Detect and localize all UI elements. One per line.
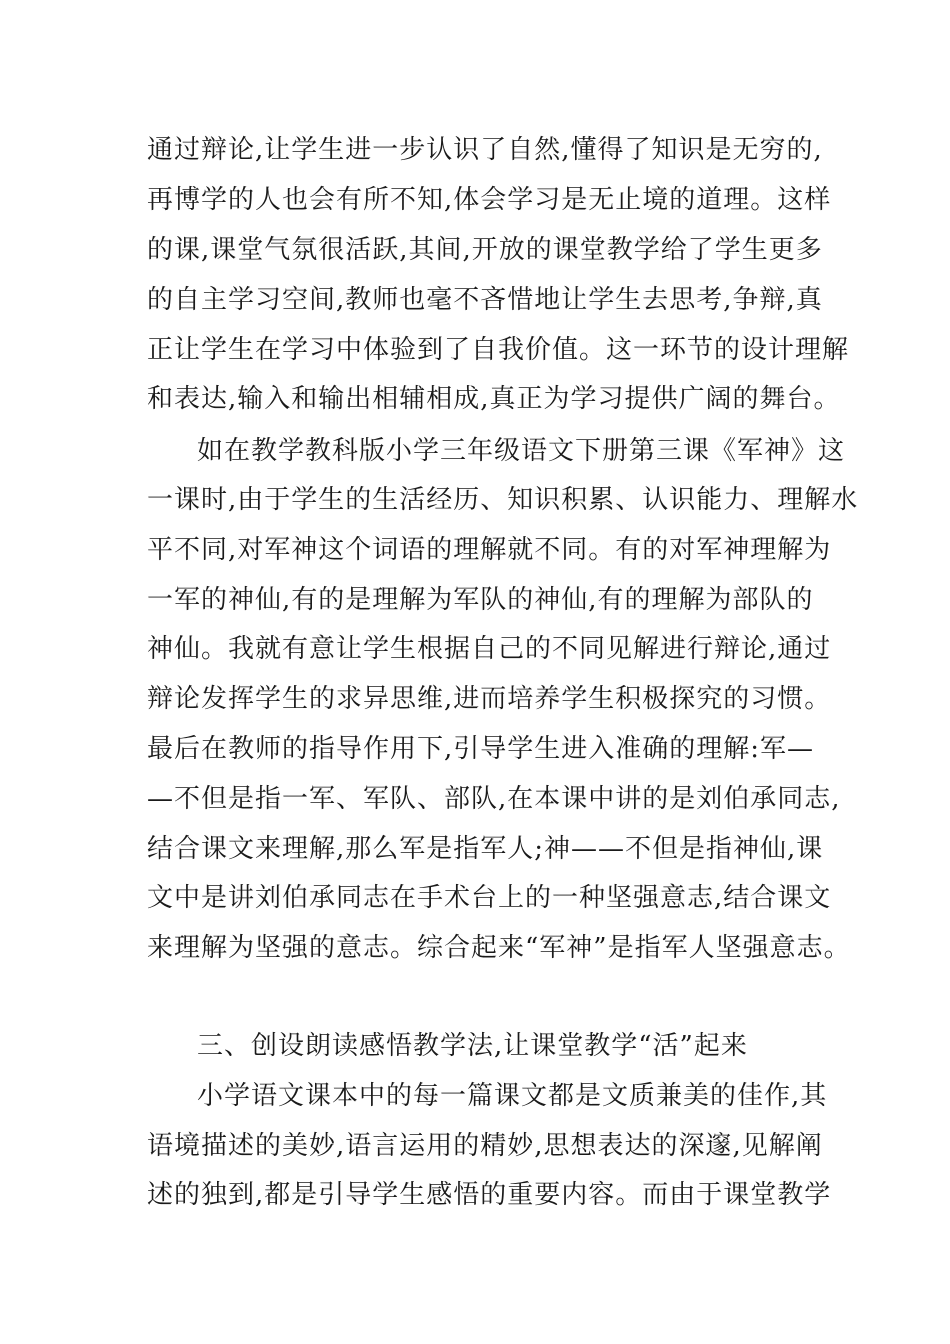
text-line: 辩论发挥学生的求异思维,进而培养学生积极探究的习惯。: [147, 684, 832, 714]
text-line: 来理解为坚强的意志。综合起来“军神”是指军人坚强意志。: [147, 933, 851, 963]
text-line: 结合课文来理解,那么军是指军人;神——不但是指神仙,课: [147, 834, 824, 864]
text-line: 通过辩论,让学生进一步认识了自然,懂得了知识是无穷的,: [147, 135, 823, 165]
text-line: 述的独到,都是引导学生感悟的重要内容。而由于课堂教学: [147, 1180, 832, 1210]
text-line: 平不同,对军神这个词语的理解就不同。有的对军神理解为: [147, 535, 832, 565]
text-line: 文中是讲刘伯承同志在手术台上的一种坚强意志,结合课文: [147, 883, 832, 913]
text-line: 一军的神仙,有的是理解为军队的神仙,有的理解为部队的: [147, 585, 814, 615]
text-line: 神仙。我就有意让学生根据自己的不同见解进行辩论,通过: [147, 634, 832, 664]
text-line: 最后在教师的指导作用下,引导学生进入准确的理解:军—: [147, 734, 815, 764]
text-line: 小学语文课本中的每一篇课文都是文质兼美的佳作,其: [197, 1081, 828, 1111]
text-line: —不但是指一军、军队、部队,在本课中讲的是刘伯承同志,: [147, 784, 841, 814]
text-line: 和表达,输入和输出相辅相成,真正为学习提供广阔的舞台。: [147, 384, 841, 414]
text-line: 再博学的人也会有所不知,体会学习是无止境的道理。这样: [147, 185, 832, 215]
text-line: 的自主学习空间,教师也毫不吝惜地让学生去思考,争辩,真: [147, 285, 823, 315]
text-line: 如在教学教科版小学三年级语文下册第三课《军神》这: [197, 436, 846, 466]
section-heading: 三、创设朗读感悟教学法,让课堂教学“活”起来: [197, 1031, 748, 1061]
text-line: 语境描述的美妙,语言运用的精妙,思想表达的深邃,见解阐: [147, 1131, 823, 1161]
text-line: 正让学生在学习中体验到了自我价值。这一环节的设计理解: [147, 335, 850, 365]
text-line: 的课,课堂气氛很活跃,其间,开放的课堂教学给了学生更多: [147, 235, 823, 265]
text-line: 一课时,由于学生的生活经历、知识积累、认识能力、理解水: [147, 485, 859, 515]
